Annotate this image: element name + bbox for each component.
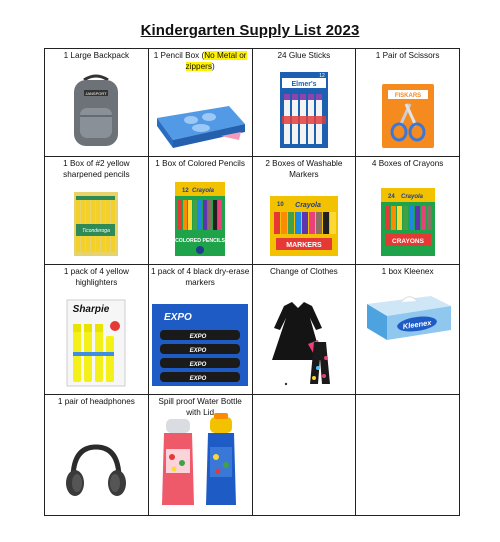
crayons-count: 24 <box>387 194 395 200</box>
expo-marker-label: EXPO <box>189 348 207 354</box>
supply-label: 1 Pair of Scissors <box>375 51 440 60</box>
headphones-image <box>45 443 148 501</box>
supply-label: 1 pack of 4 black dry-erase markers <box>150 267 250 287</box>
supply-cell-kleenex <box>356 265 460 395</box>
backpack-image <box>45 72 148 150</box>
supply-cell-headphones <box>45 395 149 516</box>
supply-cell-clothes <box>252 265 356 395</box>
supply-cell-colored-pencils <box>148 157 252 265</box>
supply-cell-glue-sticks <box>252 49 356 157</box>
dry-erase-markers-image <box>149 302 252 388</box>
supply-cell-scissors <box>356 49 460 157</box>
supply-label: 1 Pencil Box (No Metal or zippers) <box>153 51 247 71</box>
expo-marker-label: EXPO <box>189 376 207 382</box>
kleenex-logo: Kleenex <box>401 318 432 331</box>
supply-label: Spill proof Water Bottle with Lid <box>158 397 242 417</box>
supply-cell-empty-1 <box>252 395 356 516</box>
pencils-brand: Ticonderoga <box>82 228 111 234</box>
expo-marker-label: EXPO <box>189 362 207 368</box>
supply-cell-dry-erase-markers <box>148 265 252 395</box>
backpack-brand: JANSPORT <box>85 91 108 96</box>
supply-cell-water-bottle <box>148 395 252 516</box>
expo-marker-label: EXPO <box>189 334 207 340</box>
supply-table <box>44 48 460 516</box>
supply-cell-highlighters <box>45 265 149 395</box>
supply-label: 24 Glue Sticks <box>277 51 331 60</box>
highlighters-image <box>45 298 148 388</box>
supply-label: 1 pack of 4 yellow highlighters <box>63 267 129 287</box>
pencils-image <box>45 190 148 258</box>
supply-label: 1 Large Backpack <box>63 51 130 60</box>
expo-logo: EXPO <box>164 312 192 323</box>
colored-pencils-name: COLORED PENCILS <box>175 238 226 244</box>
page-title: Kindergarten Supply List 2023 <box>140 22 360 39</box>
scissors-image <box>356 82 459 150</box>
supply-cell-crayons <box>356 157 460 265</box>
crayola-logo: Crayola <box>192 188 215 194</box>
supply-cell-empty-2 <box>356 395 460 516</box>
supply-cell-backpack <box>45 49 149 157</box>
crayola-logo: Crayola <box>295 202 321 209</box>
water-bottle-image <box>149 413 252 509</box>
pencil-box-image <box>149 98 252 150</box>
clothes-image <box>253 298 356 388</box>
crayons-image <box>356 186 459 258</box>
scissors-brand: FISKARS <box>394 93 421 99</box>
kleenex-image <box>356 288 459 344</box>
markers-image <box>253 194 356 258</box>
supply-label: 1 box Kleenex <box>381 267 434 276</box>
supply-label: 4 Boxes of Crayons <box>371 159 444 168</box>
supply-label: 1 Box of Colored Pencils <box>155 159 245 168</box>
supply-label: 2 Boxes of Washable Markers <box>265 159 343 179</box>
supply-cell-markers <box>252 157 356 265</box>
crayola-logo: Crayola <box>400 194 423 200</box>
markers-name: MARKERS <box>286 242 322 249</box>
glue-count: 12 <box>319 73 325 79</box>
glue-sticks-image <box>253 70 356 150</box>
crayons-name: CRAYONS <box>391 238 424 245</box>
glue-brand: Elmer's <box>291 81 317 88</box>
supply-label: Change of Clothes <box>269 267 338 276</box>
highlighted-note: No Metal or zippers <box>185 51 247 71</box>
colored-pencils-image <box>149 180 252 258</box>
supply-cell-pencils <box>45 157 149 265</box>
supply-label: 1 Box of #2 yellow sharpened pencils <box>63 159 130 179</box>
markers-count: 10 <box>276 202 284 208</box>
colored-pencils-count: 12 <box>182 188 189 194</box>
sharpie-logo: Sharpie <box>73 304 110 315</box>
supply-cell-pencil-box <box>148 49 252 157</box>
supply-label: 1 pair of headphones <box>57 397 135 406</box>
